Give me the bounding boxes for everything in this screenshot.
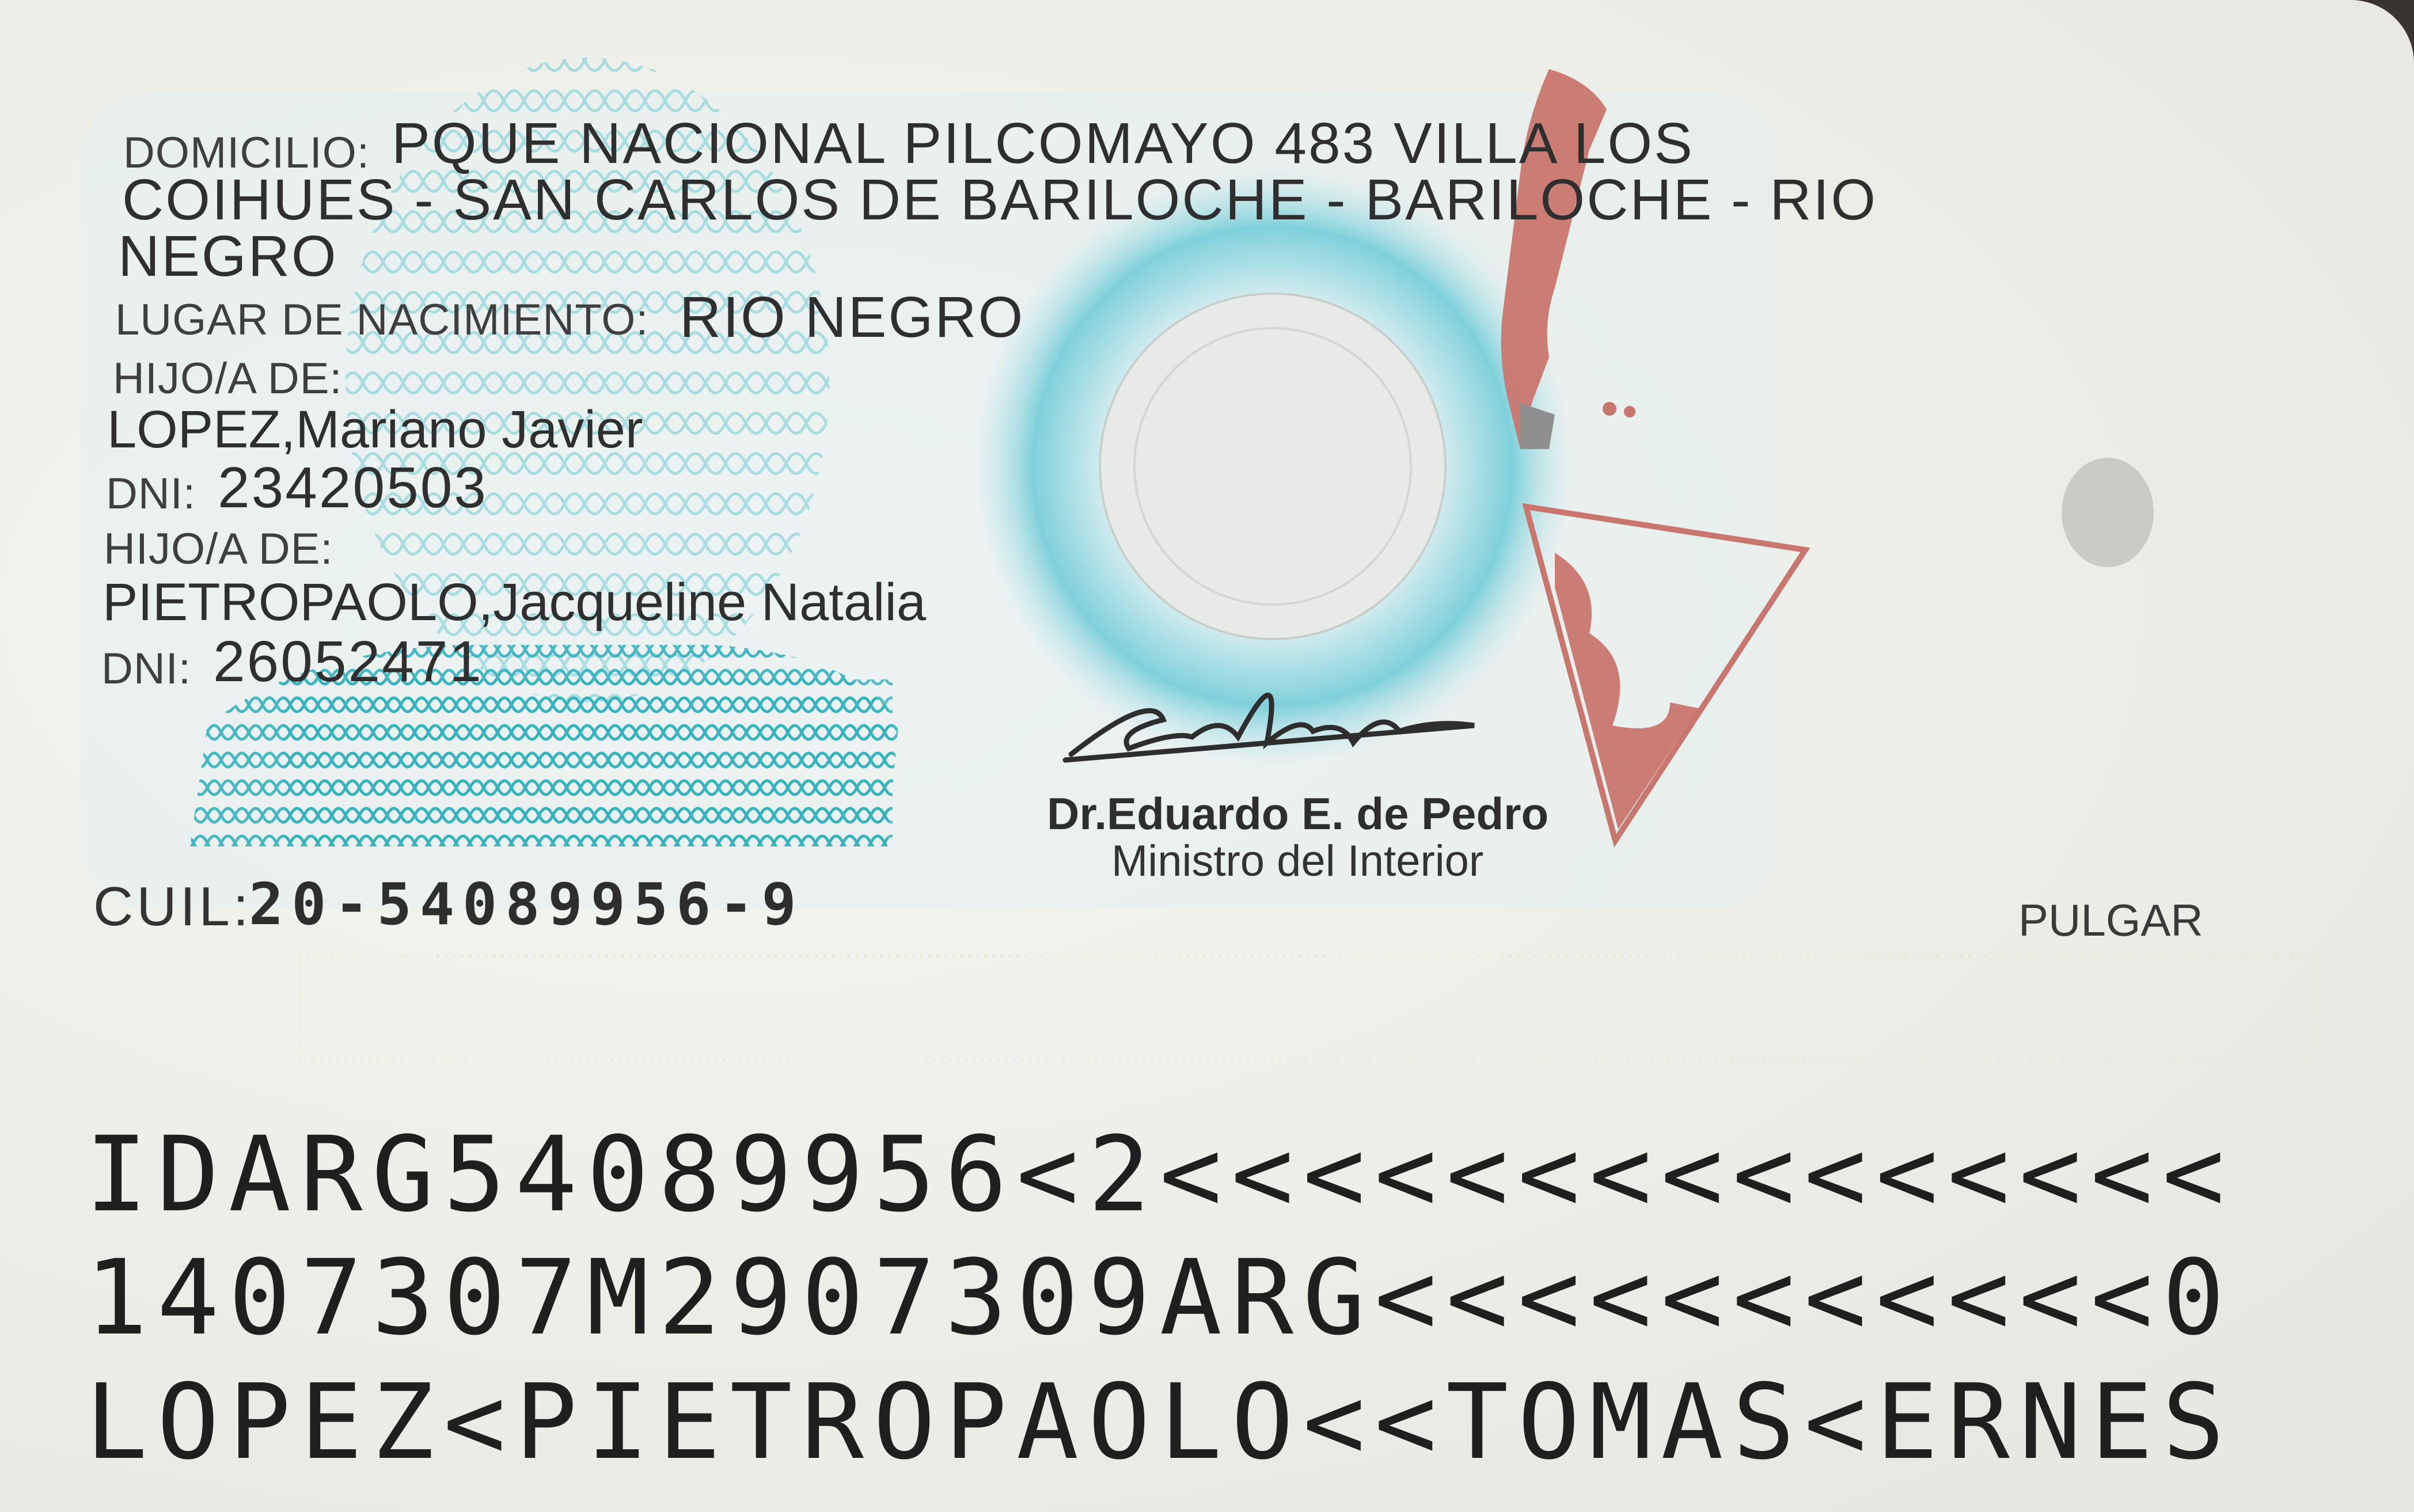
domicile-line-2: COIHUES - SAN CARLOS DE BARILOCHE - BARILOCHE - RIO — [122, 168, 1877, 232]
signer-title: Ministro del Interior — [1111, 837, 1484, 886]
parent2-dni-label: DNI: — [101, 644, 191, 693]
parent2-name: PIETROPAOLO,Jacqueline Natalia — [103, 573, 927, 632]
parent1-dni: 23420503 — [218, 455, 488, 520]
mrz-line-2: 1407307M2907309ARG<<<<<<<<<<<0 — [85, 1238, 2234, 1358]
mrz-line-1: IDARG54089956<2<<<<<<<<<<<<<<< — [85, 1115, 2234, 1235]
signer-name: Dr.Eduardo E. de Pedro — [1047, 788, 1549, 839]
birthplace-value: RIO NEGRO — [680, 285, 1025, 349]
domicile-line-3: NEGRO — [118, 224, 338, 288]
birthplace-label: LUGAR DE NACIMIENTO: — [115, 295, 649, 344]
parent1-dni-label: DNI: — [106, 469, 196, 518]
mrz-line-3: LOPEZ<PIETROPAOLO<<TOMAS<ERNES — [85, 1362, 2234, 1483]
parent1-label: HIJO/A DE: — [113, 354, 343, 403]
thumbprint-label: PULGAR — [2018, 895, 2203, 945]
seal-watermark — [973, 167, 1572, 766]
parent2-dni: 26052471 — [213, 629, 483, 694]
parent2-label: HIJO/A DE: — [104, 525, 333, 573]
cuil-number: 20-54089956-9 — [249, 871, 804, 938]
parent1-name: LOPEZ,Mariano Javier — [107, 400, 643, 459]
thumbprint-smudge — [2062, 458, 2154, 567]
cuil-label: CUIL: — [93, 876, 252, 937]
domicile-label: DOMICILIO: — [123, 128, 370, 177]
domicile-line-1: PQUE NACIONAL PILCOMAYO 483 VILLA LOS — [392, 111, 1694, 176]
